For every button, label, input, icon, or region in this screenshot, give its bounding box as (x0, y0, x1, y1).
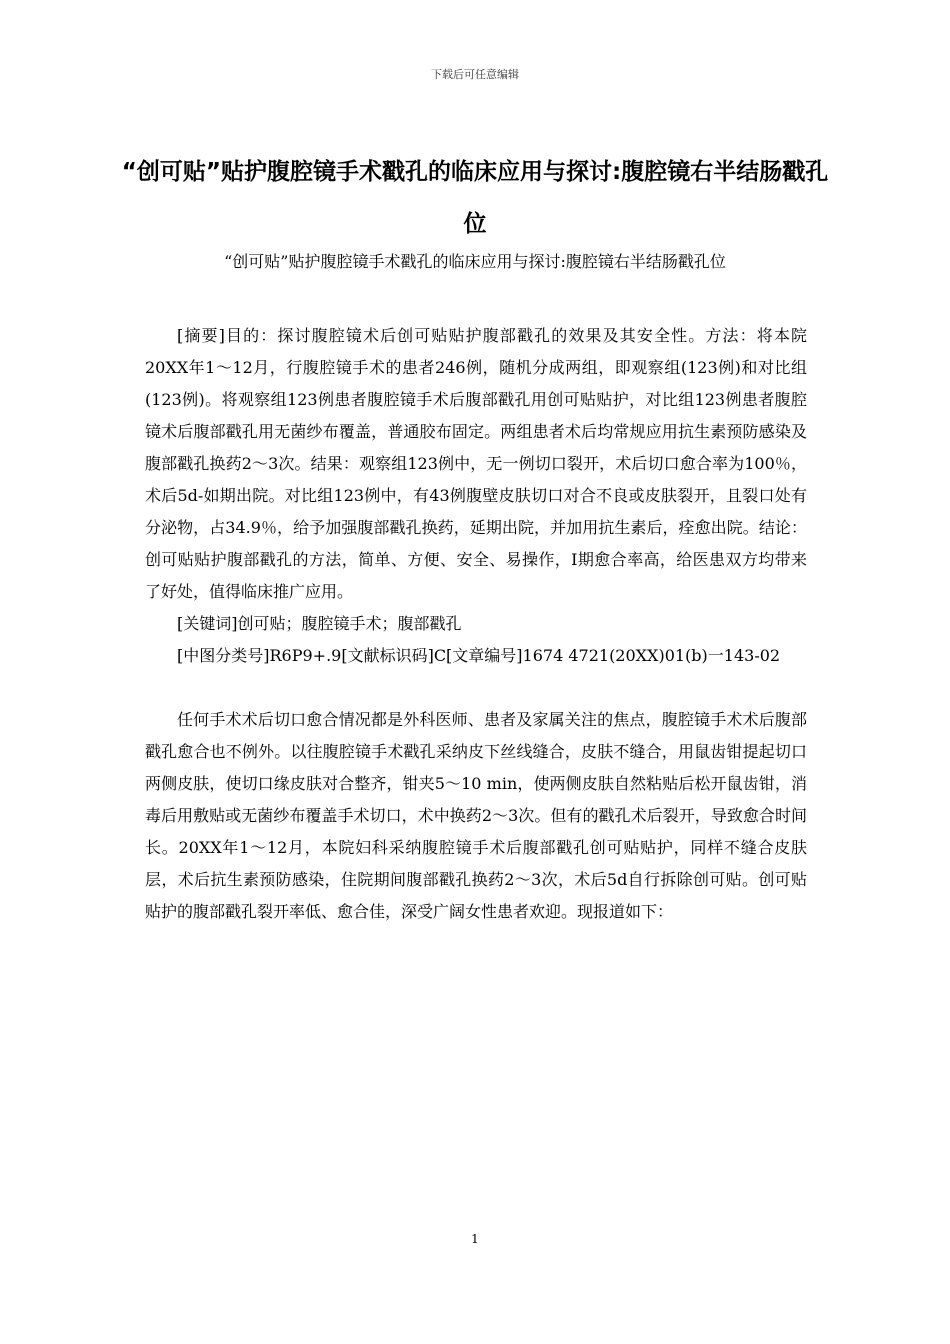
classification-paragraph: [中图分类号]R6P9+.9[文献标识码]C[文章编号]1674 4721(20XX)01(b)一143-02 (177, 646, 781, 665)
abstract-paragraph: [摘要]目的：探讨腹腔镜术后创可贴贴护腹部戳孔的效果及其安全性。方法：将本院20XX年1～12月，行腹腔镜手术的患者246例，随机分成两组，即观察组(123例)和对比组(123例)。将观察组123例患者腹腔镜手术后腹部戳孔用创可贴贴护，对比组123例患者腹腔镜术后腹部戳孔用无菌纱布覆盖，普通胶布固定。两组患者术后均常规应用抗生素预防感染及腹部戳孔换药2～3次。结果：观察组123例中，无一例切口裂开，术后切口愈合率为100％，术后5d-如期出院。对比组123例中，有43例腹壁皮肤切口对合不良或皮肤裂开，且裂口处有分泌物，占34.9％，给予加强腹部戳孔换药，延期出院，并加用抗生素后，痊愈出院。结论：创可贴贴护腹部戳孔的方法，简单、方便、安全、易操作，I期愈合率高，给医患双方均带来了好处，值得临床推广应用。 (145, 326, 807, 601)
page-number: 1 (471, 1232, 479, 1246)
keywords-paragraph: [关键词]创可贴；腹腔镜手术；腹部戳孔 (177, 614, 462, 633)
document-body (145, 320, 807, 928)
document-subtitle: “创可贴”贴护腹腔镜手术戳孔的临床应用与探讨:腹腔镜右半结肠戳孔位 (224, 252, 726, 271)
intro-paragraph: 任何手术术后切口愈合情况都是外科医师、患者及家属关注的焦点，腹腔镜手术术后腹部戳孔愈合也不例外。以往腹腔镜手术戳孔采纳皮下丝线缝合，皮肤不缝合，用鼠齿钳提起切口两侧皮肤，使切口缘皮肤对合整齐，钳夹5～10 min，使两侧皮肤自然粘贴后松开鼠齿钳，消毒后用敷贴或无菌纱布覆盖手术切口，术中换药2～3次。但有的戳孔术后裂开，导致愈合时间长。20XX年1～12月，本院妇科采纳腹腔镜手术后腹部戳孔创可贴贴护，同样不缝合皮肤层，术后抗生素预防感染，住院期间腹部戳孔换药2～3次，术后5d自行拆除创可贴。创可贴贴护的腹部戳孔裂开率低、愈合佳，深受广阔女性患者欢迎。现报道如下： (145, 710, 807, 921)
document-title: “创可贴”贴护腹腔镜手术戳孔的临床应用与探讨:腹腔镜右半结肠戳孔位 (121, 159, 829, 237)
page-header-note: 下载后可任意编辑 (431, 68, 519, 81)
